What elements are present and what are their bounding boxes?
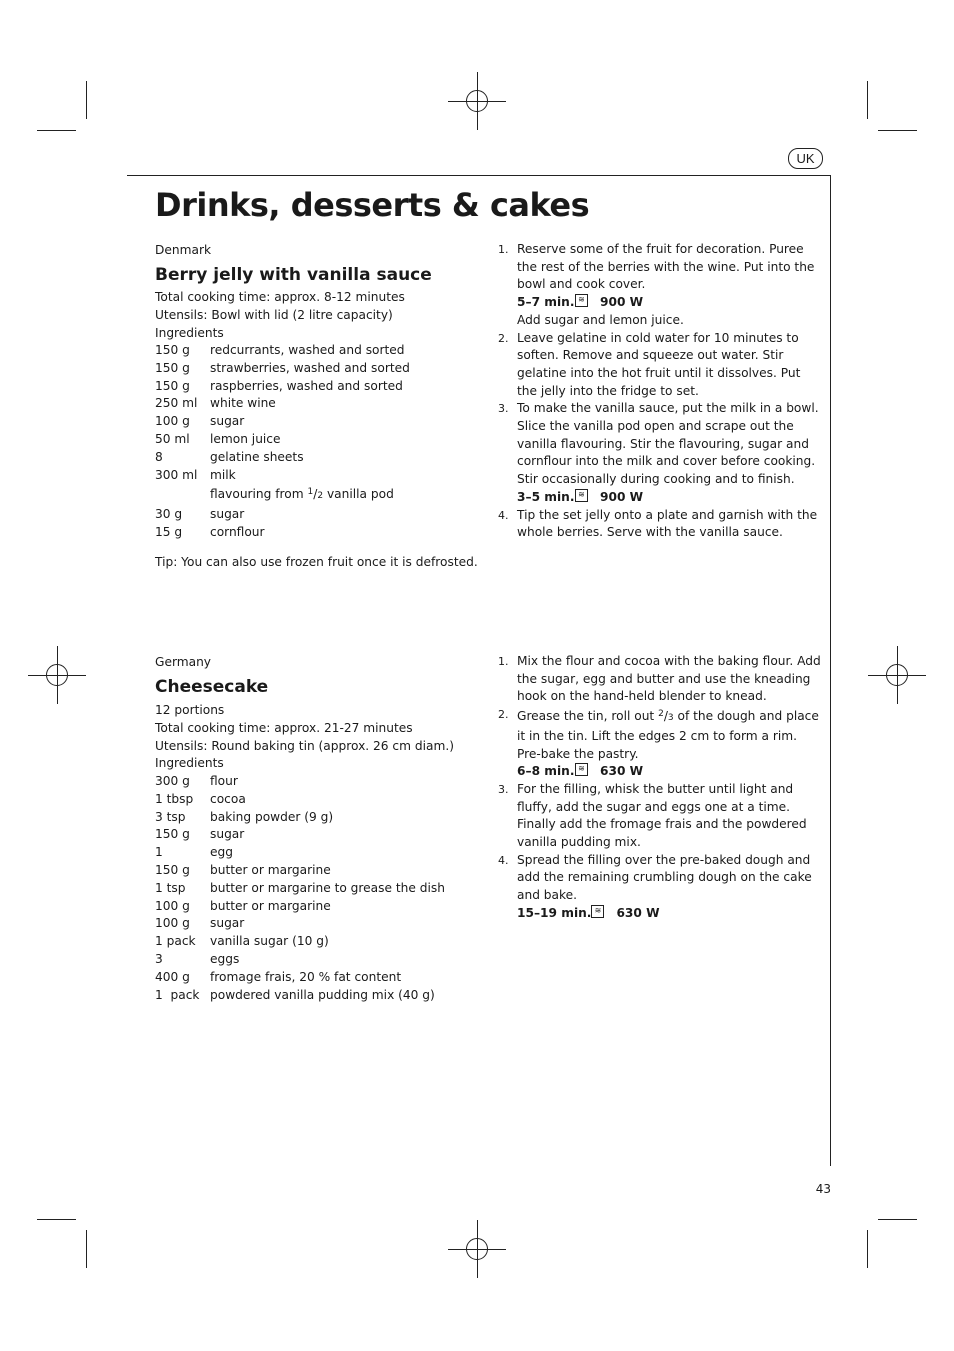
registration-mark-icon xyxy=(466,1238,488,1260)
ingredient-row: 15 g cornflour xyxy=(155,524,265,539)
meta-line: Total cooking time: approx. 8-12 minutes xyxy=(155,290,405,304)
method-step: 2. Grease the tin, roll out $^2$/3 of the dough and place it in the tin. Lift the edges 2 cm to form a rim. Pre-bake the pastry. 6–8 min. ≋ 630 W xyxy=(498,706,822,781)
ingredient-row: 150 g strawberries, washed and sorted xyxy=(155,360,410,375)
ingredient-list xyxy=(155,342,485,542)
method-step: 2. Leave gelatine in cold water for 10 minutes to soften. Remove and squeeze out water. Stir gelatine into the hot fruit until it dissolves. Put the jelly into the fridge to set. xyxy=(498,330,801,398)
recipe-country: Denmark xyxy=(155,243,212,257)
ingredient-row: flavouring from $^1$/2 vanilla pod xyxy=(210,487,394,502)
ingredient-row: 150 g raspberries, washed and sorted xyxy=(155,378,403,393)
method-step: 4. Tip the set jelly onto a plate and garnish with the whole berries. Serve with the vanilla sauce. xyxy=(498,507,818,540)
ingredient-row: 300 ml milk xyxy=(155,467,236,482)
method-step: 1. Reserve some of the fruit for decoration. Puree the rest of the berries with the wine. Put into the bowl and cook cover. 5–7 min. ≋ 900 W Add sugar and lemon juice. xyxy=(498,241,822,330)
ingredient-row: 300 g flour xyxy=(155,774,238,788)
cooking-setting: 6–8 min. ≋ 630 W xyxy=(517,764,644,779)
microwave-icon: ≋ xyxy=(575,294,588,307)
method-step: 3. To make the vanilla sauce, put the milk in a bowl. Slice the vanilla pod open and scrape out the vanilla flavouring. Stir the flavouring, sugar and cornflour into the milk and cover before cooking. Stir occasionally during cooking and to finish. 3–5 min. ≋ 900 W xyxy=(498,400,822,506)
recipe-meta xyxy=(155,702,485,773)
meta-line: Utensils: Bowl with lid (2 litre capacity) xyxy=(155,307,393,322)
meta-line: Utensils: Round baking tin (approx. 26 cm diam.) xyxy=(155,738,454,753)
ingredient-row: 30 g sugar xyxy=(155,507,245,522)
cooking-setting: 3–5 min. ≋ 900 W xyxy=(517,489,644,504)
crop-mark xyxy=(878,130,917,131)
cooking-setting: 5–7 min. ≋ 900 W xyxy=(517,295,644,310)
ingredient-row: 8 gelatine sheets xyxy=(155,449,304,464)
ingredient-row: 150 g butter or margarine xyxy=(155,862,331,877)
meta-line: Ingredients xyxy=(155,756,224,771)
crop-mark xyxy=(37,1219,76,1220)
registration-mark-icon xyxy=(46,664,68,686)
method-step: 4. Spread the filling over the pre-baked dough and add the remaining crumbling dough on the cake and bake. 15–19 min. ≋ 630 W xyxy=(498,852,822,923)
ingredient-row: 1 pack vanilla sugar (10 g) xyxy=(155,934,329,949)
language-badge: UK xyxy=(788,148,823,169)
method-steps xyxy=(498,653,822,923)
ingredient-row: 1 tbsp cocoa xyxy=(155,791,246,806)
ingredient-row: 1 tsp butter or margarine to grease the dish xyxy=(155,880,445,895)
ingredient-row: 100 g sugar xyxy=(155,916,245,931)
recipe-title: Cheesecake xyxy=(155,677,269,697)
ingredient-row: 50 ml lemon juice xyxy=(155,431,281,446)
ingredient-row: 250 ml white wine xyxy=(155,396,276,411)
ingredient-row: 150 g redcurrants, washed and sorted xyxy=(155,343,405,357)
margin-rule xyxy=(830,175,831,1166)
page-title: Drinks, desserts & cakes xyxy=(155,186,590,224)
registration-mark-icon xyxy=(886,664,908,686)
recipe-meta xyxy=(155,289,485,342)
header-rule xyxy=(127,175,831,176)
method-step: 3. For the filling, whisk the butter until light and fluffy, add the sugar and eggs one at a time. Finally add the fromage frais and the powdered vanilla pudding mix. xyxy=(498,781,807,850)
microwave-icon: ≋ xyxy=(591,905,604,918)
crop-mark xyxy=(878,1219,917,1220)
recipe-country: Germany xyxy=(155,655,212,669)
microwave-icon: ≋ xyxy=(575,489,588,502)
ingredient-row: 3 eggs xyxy=(155,951,240,966)
ingredient-row: 100 g sugar xyxy=(155,414,245,429)
microwave-icon: ≋ xyxy=(575,763,588,776)
crop-mark xyxy=(867,81,868,119)
cooking-setting: 15–19 min. ≋ 630 W xyxy=(517,905,660,920)
meta-line: Total cooking time: approx. 21-27 minutes xyxy=(155,720,413,735)
ingredient-row: 1 egg xyxy=(155,845,233,860)
ingredient-row: 100 g butter or margarine xyxy=(155,898,331,913)
ingredient-row: 3 tsp baking powder (9 g) xyxy=(155,809,334,824)
crop-mark xyxy=(86,1230,87,1268)
ingredient-row: 1 pack powdered vanilla pudding mix (40 g) xyxy=(155,987,435,1002)
method-steps xyxy=(498,241,822,542)
recipe-tip: Tip: You can also use frozen fruit once it is defrosted. xyxy=(155,555,478,569)
crop-mark xyxy=(867,1230,868,1268)
meta-line: 12 portions xyxy=(155,703,225,717)
ingredient-row: 150 g sugar xyxy=(155,827,245,842)
ingredient-row: 400 g fromage frais, 20 % fat content xyxy=(155,969,402,984)
registration-mark-icon xyxy=(466,90,488,112)
page-number: 43 xyxy=(815,1182,831,1196)
meta-line: Ingredients xyxy=(155,325,224,340)
crop-mark xyxy=(86,81,87,119)
method-step: 1. Mix the flour and cocoa with the baking flour. Add the sugar, egg and butter and use the kneading hook on the hand-held blender to knead. xyxy=(498,654,821,704)
ingredient-list xyxy=(155,773,485,1004)
recipe-title: Berry jelly with vanilla sauce xyxy=(155,265,432,285)
crop-mark xyxy=(37,130,76,131)
